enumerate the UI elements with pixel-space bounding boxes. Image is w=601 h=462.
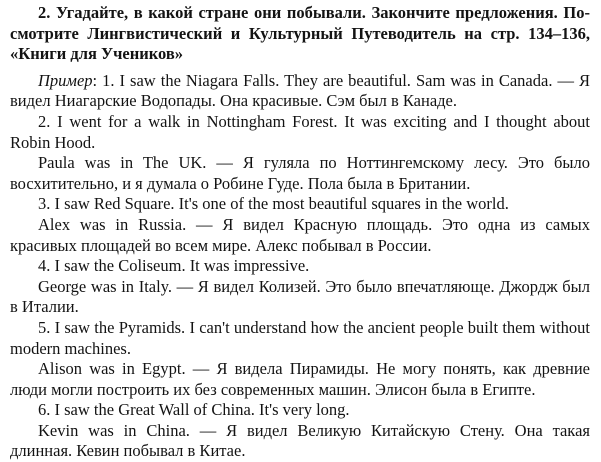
exercise-paragraph-sentence-4: 4. I saw the Coliseum. It was impressive.: [38, 256, 310, 276]
exercise-paragraph-answer-2: Paula was in The UK. — Я гуляла по Ноттингемскому лесу. Это было восхитительно, и я думала о Робине Гуде. Пола была в Британии.: [10, 153, 590, 193]
exercise-paragraph-sentence-6: 6. I saw the Great Wall of China. It's very long.: [38, 400, 350, 420]
exercise-paragraph-sentence-5: 5. I saw the Pyramids. I can't understand how the ancient people built them without modern machines.: [10, 317, 590, 358]
exercise-paragraph-answer-3: Alex was in Russia. — Я видел Красную площадь. Это одна из самых красивых площадей во всем мире. Алекс побывал в России.: [10, 214, 590, 255]
example-text: : 1. I saw the Niagara Falls. They are beautiful. Sam was in Canada. — Я видел Ниагарские Водопады. Она красивые. Сэм был в Канаде.: [10, 70, 590, 111]
example-paragraph: [10, 71, 590, 112]
example-label: Пример: [38, 70, 93, 90]
exercise-paragraph-answer-6: Kevin was in China. — Я видел Великую Китайскую Стену. Она такая длинная. Кевин побывал в Китае.: [10, 420, 590, 461]
exercise-paragraph-answer-4: George was in Italy. — Я видел Колизей. Это было впечатляюще. Джордж был в Италии.: [10, 276, 590, 317]
exercise-paragraph-answer-5: Alison was in Egypt. — Я видела Пирамиды. Не могу понять, как древние люди могли построить их без современных машин. Элисон была в Египте.: [10, 359, 590, 399]
exercise-heading: 2. Угадайте, в какой стране они побывали. Закончите предложения. Посмотрите Лингвистический и Культурный Путеводитель на стр. 134–136, «Книги для Учеников»: [10, 3, 590, 64]
exercise-paragraph-sentence-3: 3. I saw Red Square. It's one of the most beautiful squares in the world.: [38, 194, 509, 214]
exercise-paragraph-sentence-2: 2. I went for a walk in Nottingham Forest. It was exciting and I thought about Robin Hood.: [10, 111, 590, 152]
